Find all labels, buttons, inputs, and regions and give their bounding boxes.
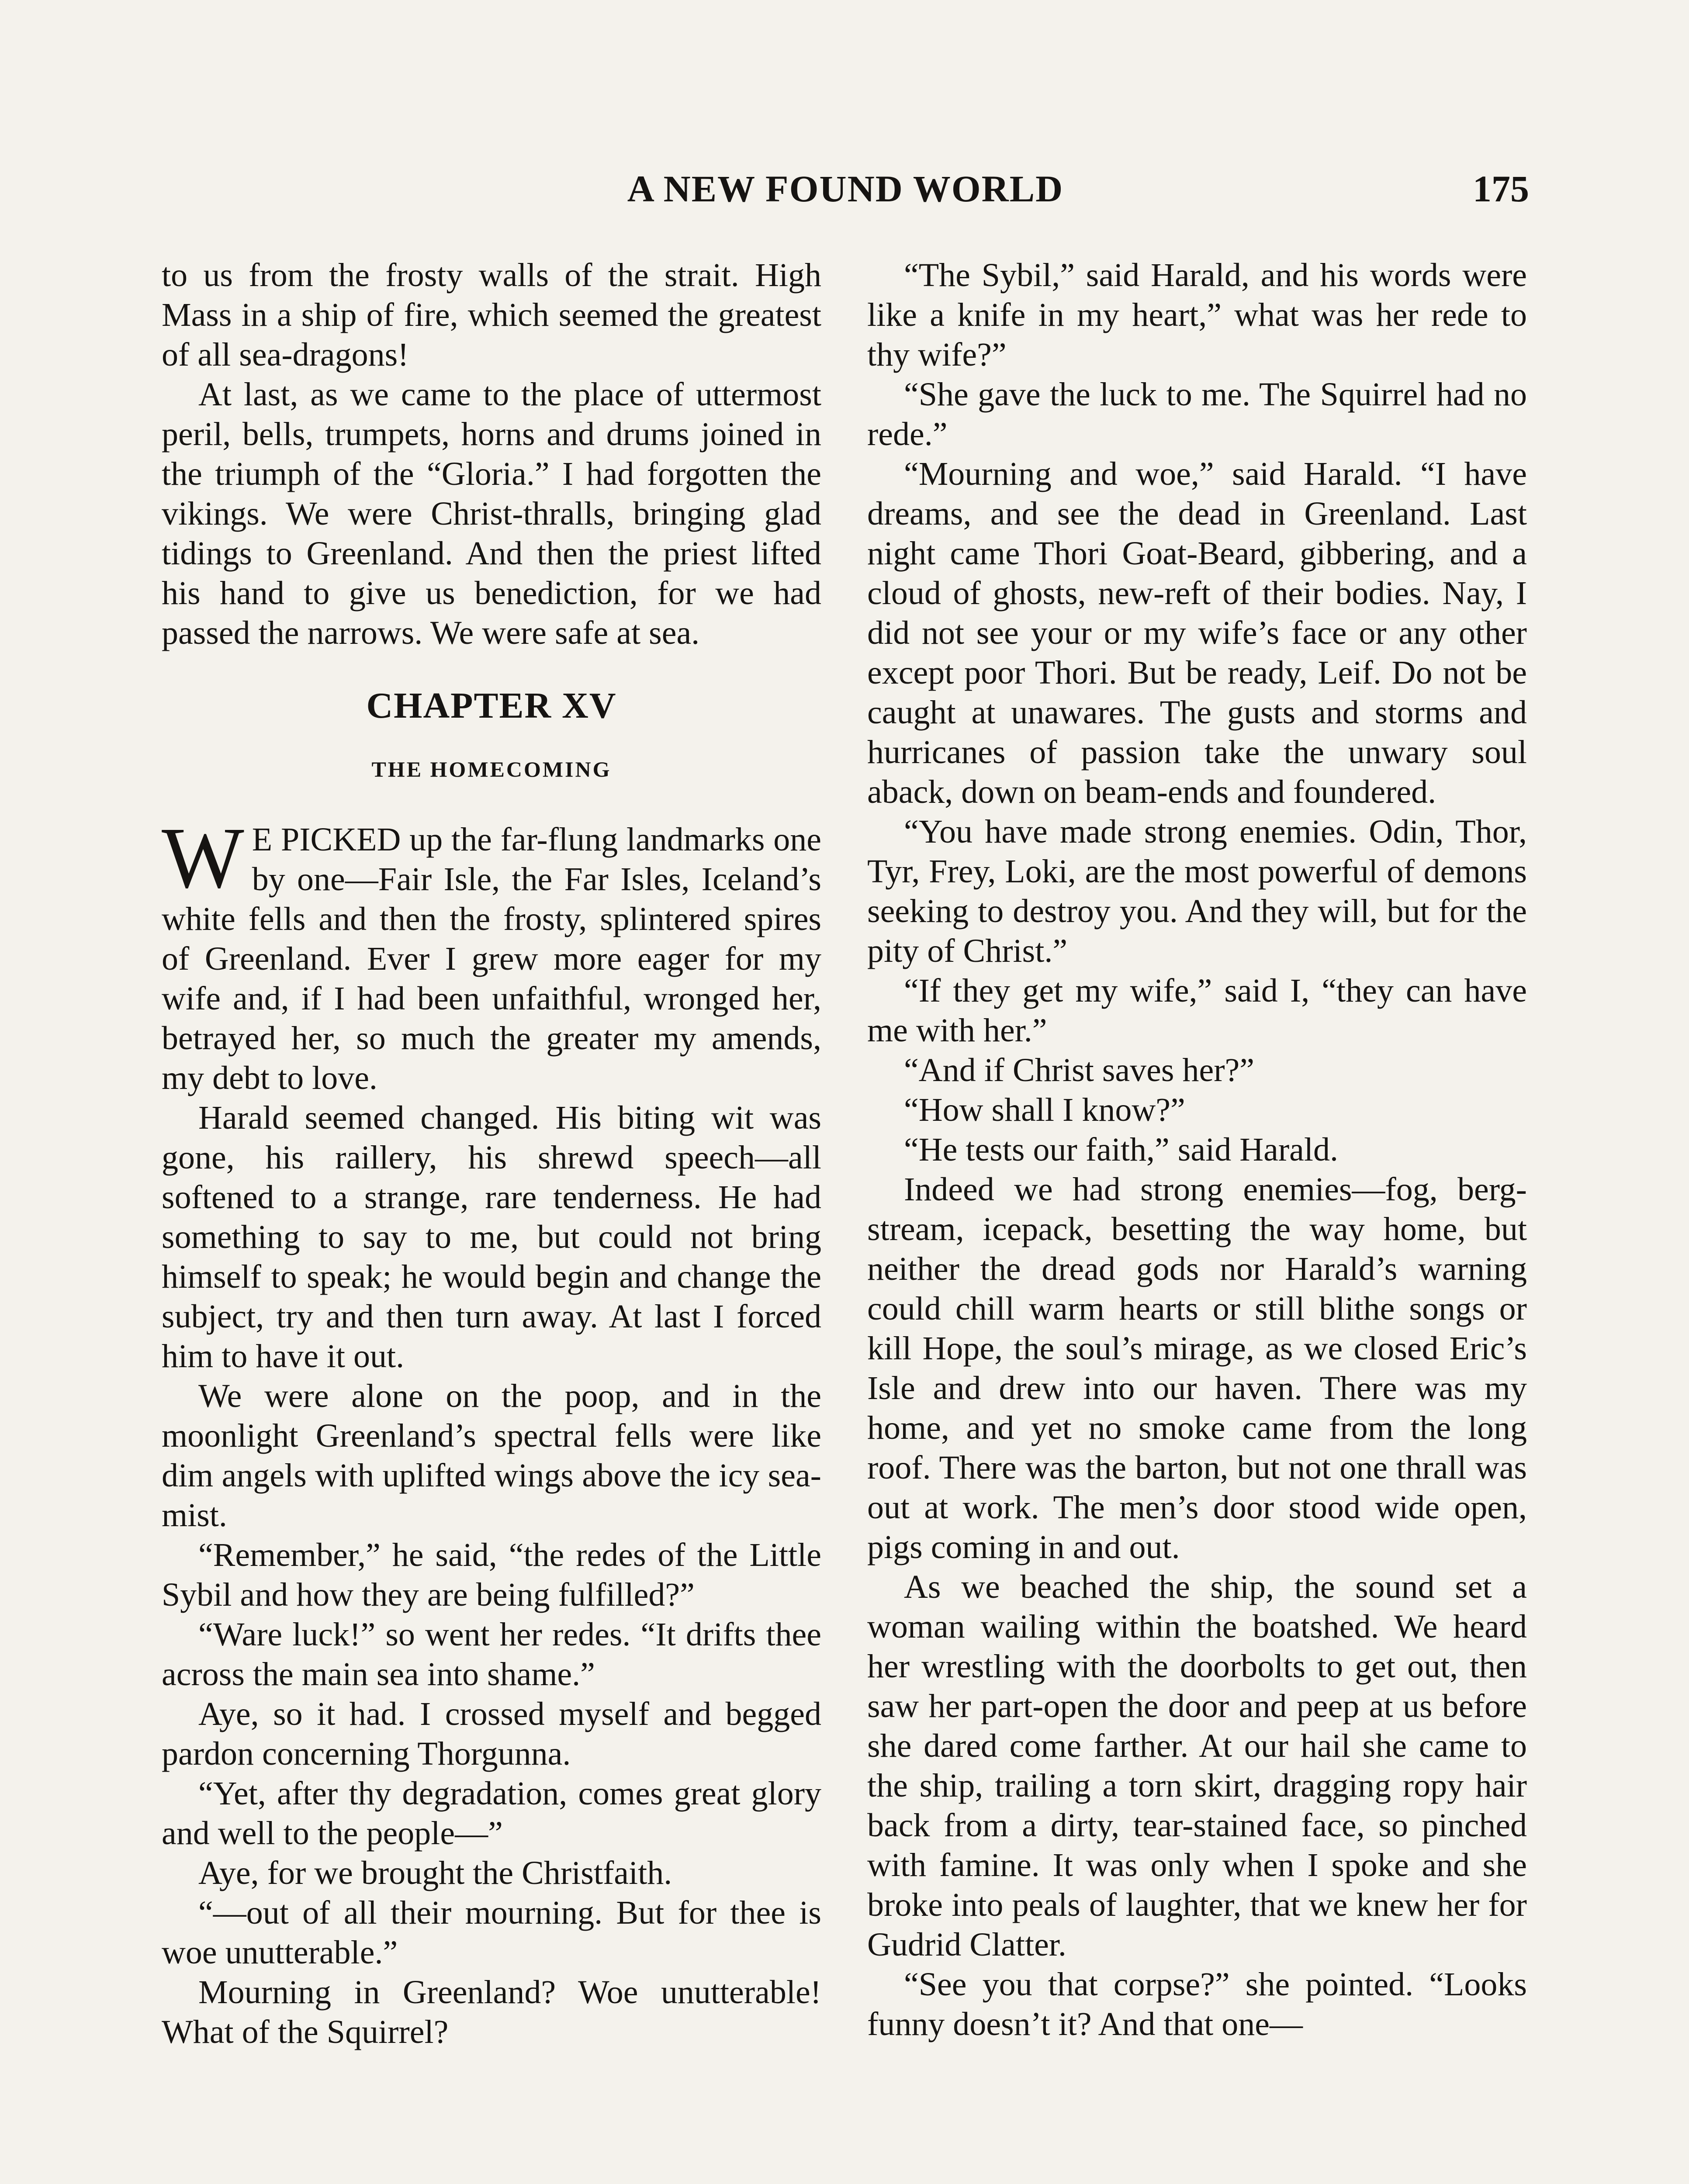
chapter-opening-paragraph (162, 810, 821, 1098)
paragraph: “—out of all their mourning. But for thee is woe unutterable.” (162, 1894, 821, 1971)
paragraph: “How shall I know?” (904, 1092, 1185, 1128)
paragraph: “He tests our faith,” said Harald. (904, 1131, 1338, 1168)
paragraph: “See you that corpse?” she pointed. “Looks funny doesn’t it? And that one— (867, 1966, 1527, 2042)
paragraph: “Mourning and woe,” said Harald. “I have dreams, and see the dead in Greenland. Last night came Thori Goat-Beard, gibbering, and a cloud of ghosts, new-reft of their bodies. Nay, I did not see your or my wife’s face or any other except poor Thori. But be ready, Leif. Do not be caught at unawares. The gusts and storms and hurricanes of passion take the unwary soul aback, down on beam-ends and foundered. (867, 456, 1527, 810)
left-column (162, 256, 821, 2052)
chapter-subtitle: THE HOMECOMING (371, 757, 612, 781)
paragraph: “She gave the luck to me. The Squirrel had no rede.” (867, 376, 1527, 453)
paragraph: Aye, so it had. I crossed myself and begged pardon concerning Thorgunna. (162, 1696, 821, 1772)
paragraph: “Yet, after thy degradation, comes great glory and well to the people—” (162, 1775, 821, 1852)
page-number: 175 (1473, 168, 1529, 210)
drop-cap: W (162, 810, 244, 906)
page-header (162, 167, 1529, 215)
running-title: A NEW FOUND WORLD (627, 168, 1064, 210)
paragraph-text: up the far-flung landmarks one by one—Fair Isle, the Far Isles, Iceland’s white fells and then the frosty, splintered spires of Greenland. Ever I grew more eager for my wife and, if I had been unfaithful, wronged her, betrayed her, so much the greater my amends, my debt to love. (162, 821, 821, 1096)
right-column (867, 256, 1527, 2044)
paragraph: “You have made strong enemies. Odin, Thor, Tyr, Frey, Loki, are the most powerful of demons seeking to destroy you. And they will, but for the pity of Christ.” (867, 813, 1527, 969)
paragraph: As we beached the ship, the sound set a woman wailing within the boatshed. We heard her wrestling with the doorbolts to get out, then saw her part-open the door and peep at us before she dared come farther. At our hail she came to the ship, trailing a torn skirt, dragging ropy hair back from a dirty, tear-stained face, so pinched with famine. It was only when I spoke and she broke into peals of laughter, that we knew her for Gudrid Clatter. (867, 1569, 1527, 1963)
chapter-title: CHAPTER XV (366, 685, 617, 726)
paragraph: “And if Christ saves her?” (904, 1052, 1254, 1089)
paragraph: Aye, for we brought the Christfaith. (198, 1855, 672, 1891)
paragraph: “If they get my wife,” said I, “they can have me with her.” (867, 972, 1527, 1049)
paragraph: At last, as we came to the place of uttermost peril, bells, trumpets, horns and drums joined in the triumph of the “Gloria.” I had forgotten the vikings. We were Christ-thralls, bringing glad tidings to Greenland. And then the priest lifted his hand to give us benediction, for we had passed the narrows. We were safe at sea. (162, 376, 821, 651)
paragraph: “The Sybil,” said Harald, and his words were like a knife in my heart,” what was her rede to thy wife?” (867, 257, 1527, 373)
paragraph: “Remember,” he said, “the redes of the Little Sybil and how they are being fulfilled?” (162, 1537, 821, 1613)
opening-word: E PICKED (252, 821, 401, 858)
paragraph: Indeed we had strong enemies—fog, berg-stream, icepack, besetting the way home, but neither the dread gods nor Harald’s warning could chill warm hearts or still blithe songs or kill Hope, the soul’s mirage, as we closed Eric’s Isle and drew into our haven. There was my home, and yet no smoke came from the long roof. There was the barton, but not one thrall was out at work. The men’s door stood wide open, pigs coming in and out. (867, 1171, 1527, 1565)
paragraph: We were alone on the poop, and in the moonlight Greenland’s spectral fells were like dim angels with uplifted wings above the icy sea-mist. (162, 1378, 821, 1534)
paragraph: “Ware luck!” so went her redes. “It drifts thee across the main sea into shame.” (162, 1616, 821, 1693)
paragraph: Harald seemed changed. His biting wit was gone, his raillery, his shrewd speech—all softened to a strange, rare tenderness. He had something to say to me, but could not bring himself to speak; he would begin and change the subject, try and then turn away. At last I forced him to have it out. (162, 1099, 821, 1375)
paragraph: Mourning in Greenland? Woe unutterable! What of the Squirrel? (162, 1974, 821, 2050)
paragraph: to us from the frosty walls of the strait. High Mass in a ship of fire, which seemed the greatest of all sea-dragons! (162, 257, 821, 373)
